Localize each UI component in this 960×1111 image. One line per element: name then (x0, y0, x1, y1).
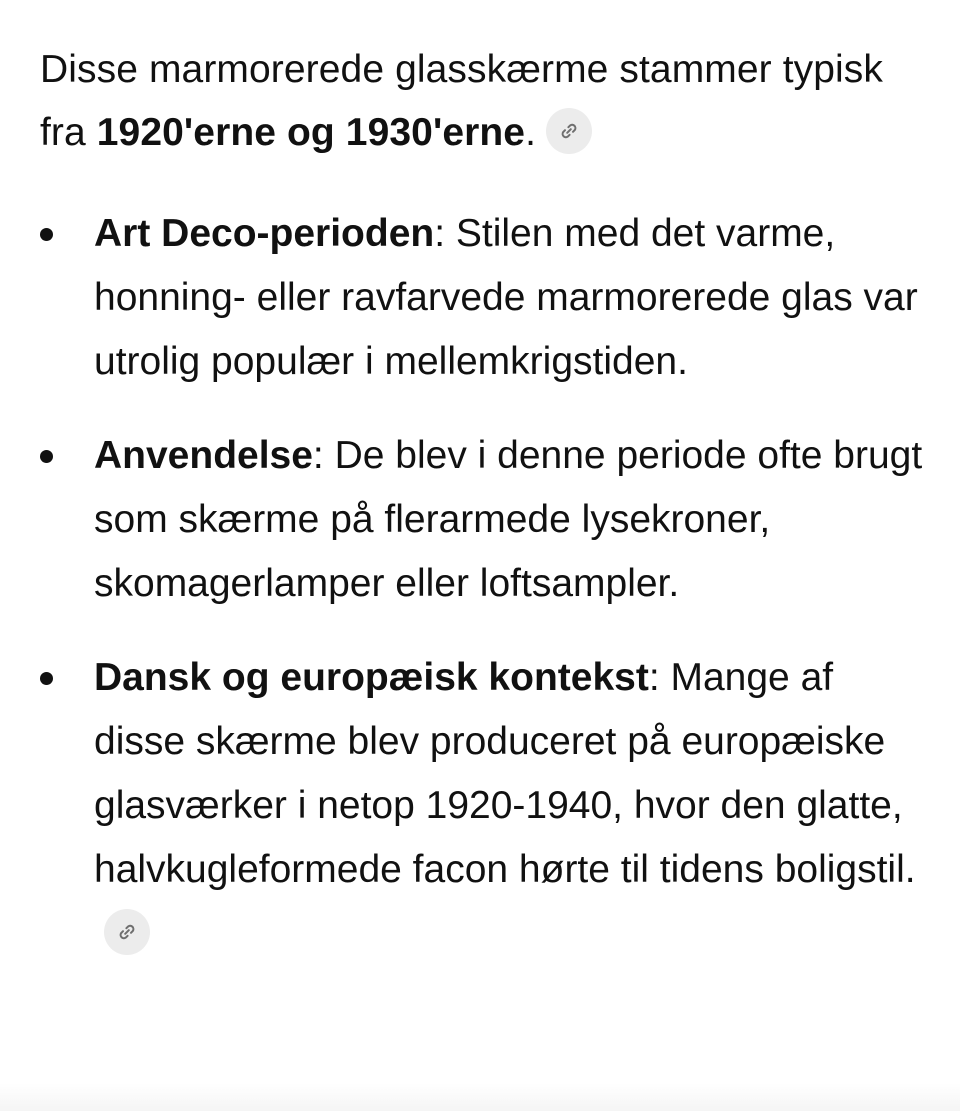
item-title: Dansk og europæisk kontekst (94, 656, 649, 699)
item-text: : De blev i denne periode ofte brugt som skærme på flerarmede lysekroner, skomagerlamper eller loftsampler. (94, 434, 923, 605)
answer-content (40, 38, 930, 966)
item-title: Anvendelse (94, 434, 313, 477)
item-title: Art Deco-perioden (94, 212, 435, 255)
link-icon (117, 922, 137, 942)
bullet-list (40, 202, 930, 966)
source-link-button-1[interactable] (546, 108, 592, 154)
item-text: : Mange af disse skærme blev produceret på europæiske glasværker i netop 1920-1940, hvor den glatte, halvkugleformede facon hørte til tidens boligstil. (94, 656, 916, 891)
intro-paragraph (40, 38, 930, 164)
bullet-dot (40, 228, 53, 241)
bullet-dot (40, 450, 53, 463)
link-icon (559, 121, 579, 141)
list-item (40, 424, 930, 616)
list-item (40, 646, 930, 966)
bottom-fade (0, 1083, 960, 1111)
intro-lead: Disse marmorerede glasskærme stammer typisk fra (40, 48, 883, 154)
intro-emphasis: 1920'erne og 1930'erne (96, 111, 526, 154)
item-text: : Stilen med det varme, honning- eller ravfarvede marmorerede glas var utrolig populær i mellemkrigstiden. (94, 212, 918, 383)
bullet-dot (40, 672, 53, 685)
source-link-button-2[interactable] (104, 909, 150, 955)
intro-tail: . (525, 111, 537, 154)
list-item (40, 202, 930, 394)
